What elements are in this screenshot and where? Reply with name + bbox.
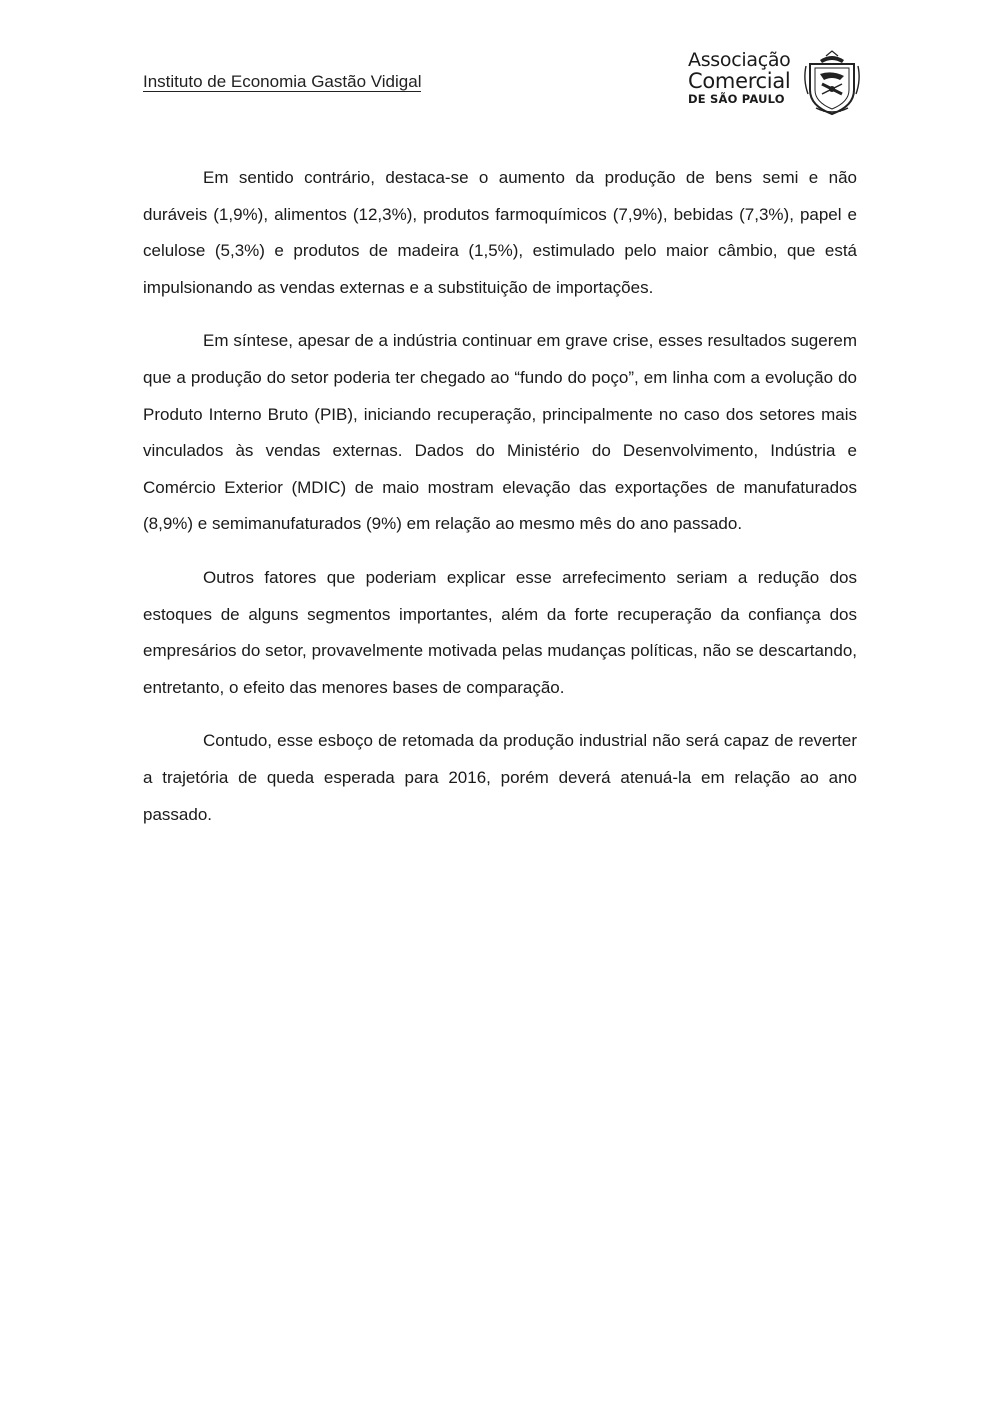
logo-line-sao-paulo: DE SÃO PAULO	[688, 92, 785, 106]
page-header	[0, 0, 1000, 130]
acsp-logo	[688, 50, 866, 118]
paragraph-3: Outros fatores que poderiam explicar esse arrefecimento seriam a redução dos estoques de alguns segmentos importantes, além da forte recuperação da confiança dos empresários do setor, provavelmente motivada pelas mudanças políticas, não se descartando, entretanto, o efeito das menores bases de comparação.	[143, 567, 857, 697]
logo-line-associacao: Associação	[688, 49, 791, 71]
paragraph-1: Em sentido contrário, destaca-se o aumento da produção de bens semi e não duráveis (1,9%), alimentos (12,3%), produtos farmoquímicos (7,9%), bebidas (7,3%), papel e celulose (5,3%) e produtos de madeira (1,5%), estimulado pelo maior câmbio, que está impulsionando as vendas externas e a substituição de importações.	[143, 168, 857, 297]
paragraph-2: Em síntese, apesar de a indústria continuar em grave crise, esses resultados sugerem que a produção do setor poderia ter chegado ao “fundo do poço”, em linha com a evolução do Produto Interno Bruto (PIB), iniciando recuperação, principalmente no caso dos setores mais vinculados às vendas externas. Dados do Ministério do Desenvolvimento, Indústria e Comércio Exterior (MDIC) de maio mostram elevação das exportações de manufaturados (8,9%) e semimanufaturados (9%) em relação ao mesmo mês do ano passado.	[143, 331, 857, 534]
paragraph-4: Contudo, esse esboço de retomada da produção industrial não será capaz de reverter a trajetória de queda esperada para 2016, porém deverá atenuá-la em relação ao ano passado.	[143, 731, 857, 824]
document-body	[143, 160, 857, 850]
logo-text	[688, 49, 791, 107]
institute-title: Instituto de Economia Gastão Vidigal	[143, 72, 422, 91]
logo-line-comercial: Comercial	[688, 69, 791, 93]
acsp-seal-emblem-icon	[802, 50, 862, 116]
